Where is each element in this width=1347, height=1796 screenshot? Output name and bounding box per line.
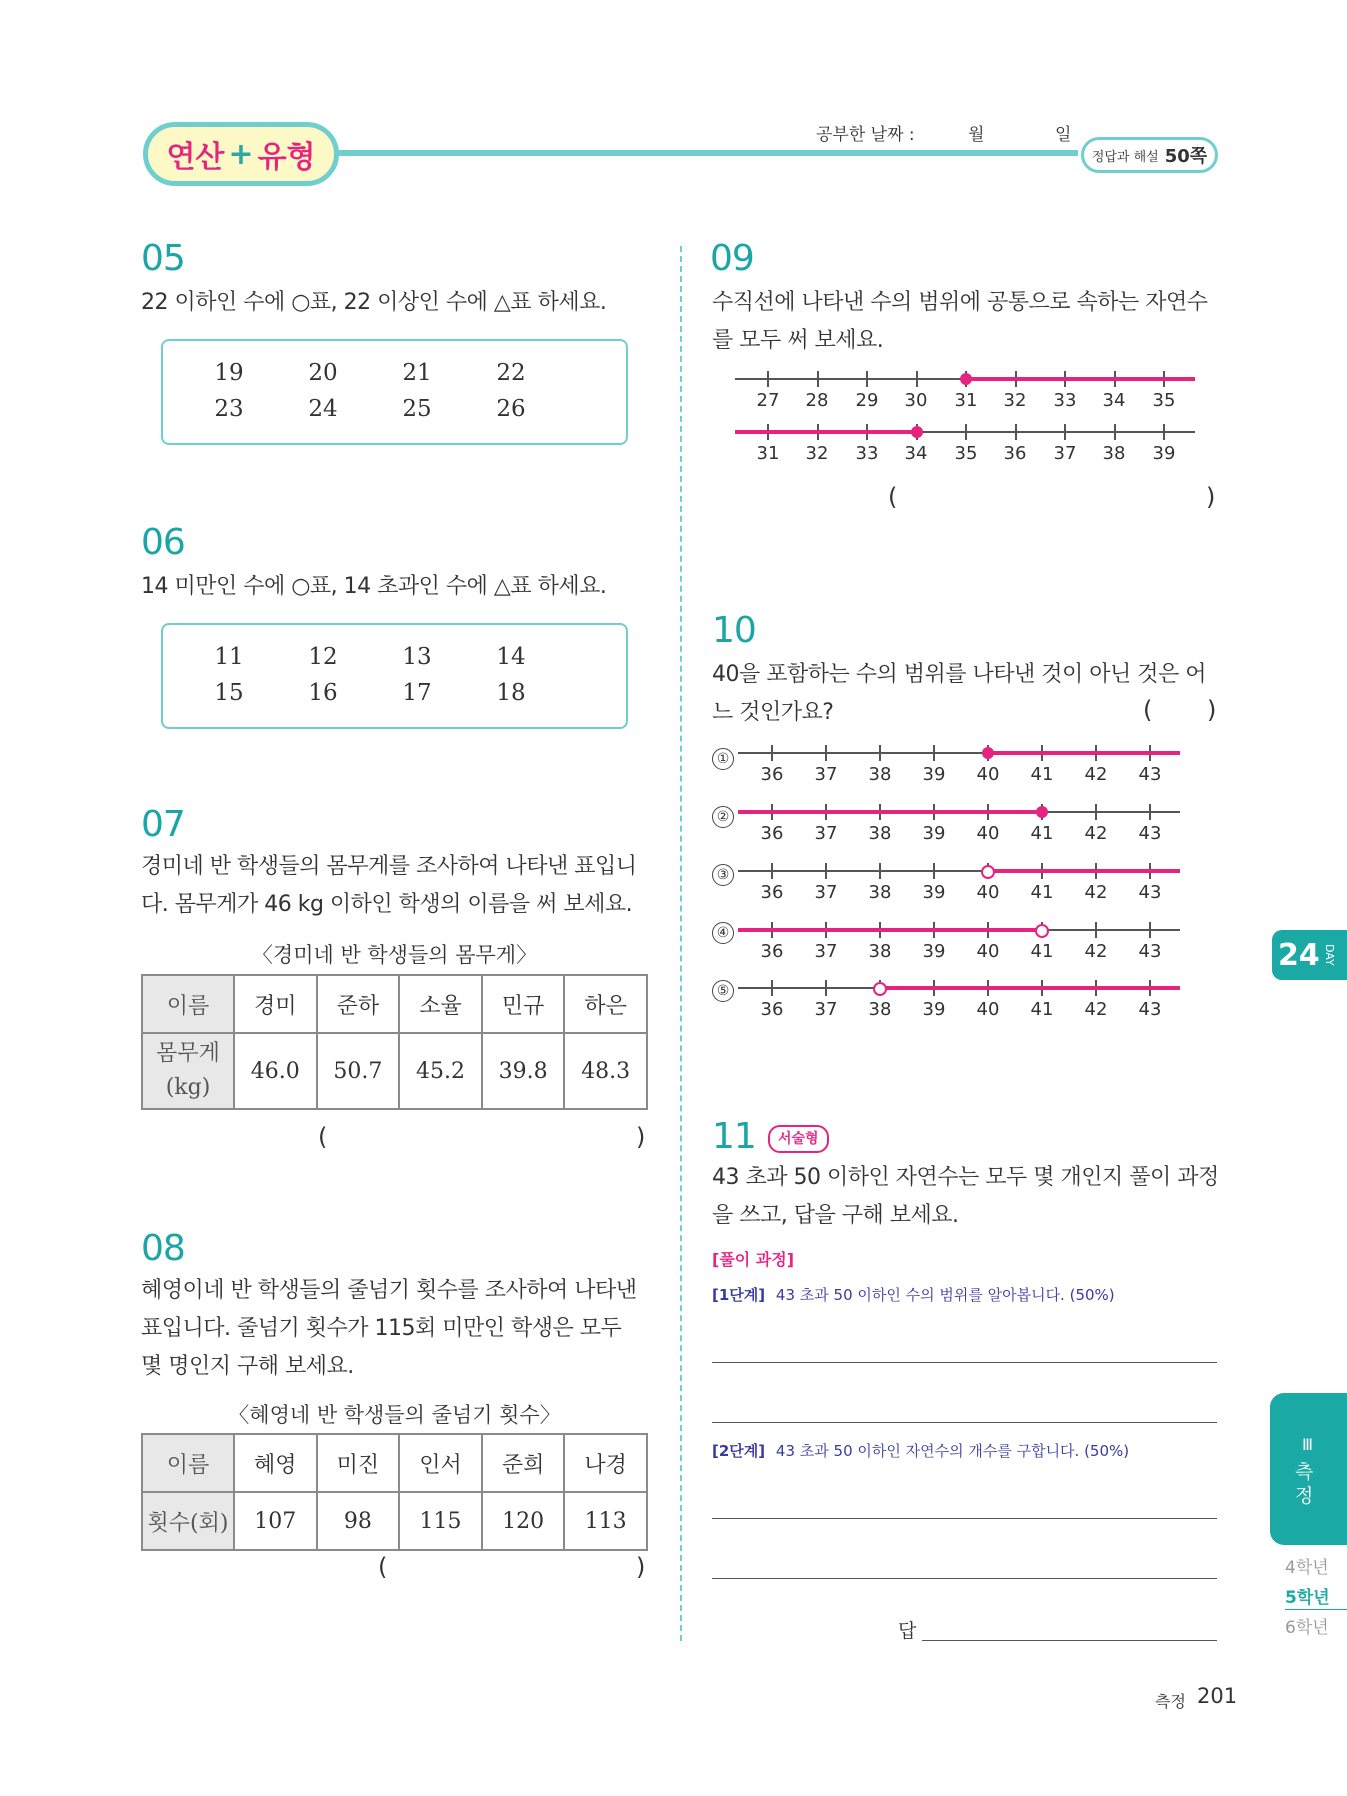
tick-label: 40 [976,941,1000,962]
tick-label: 43 [1138,823,1162,844]
table-row [142,1033,647,1109]
q08-table-caption: 〈혜영네 반 학생들의 줄넘기 횟수〉 [228,1403,561,1427]
q06-text: 14 미만인 수에 ○표, 14 초과인 수에 △표 하세요. [141,574,607,599]
table-cell: 98 [317,1492,400,1550]
tick-label: 39 [922,823,946,844]
tick-label: 38 [868,823,892,844]
number-line-tick [825,745,827,761]
q07-answer-paren-close: ) [636,1123,646,1151]
table-cell: 115 [399,1492,482,1550]
tick-label: 34 [904,443,928,464]
number-item[interactable]: 25 [402,396,432,422]
day-label: 일 [1055,125,1072,145]
tick-label: 29 [855,390,879,411]
q10-text-line1 [712,656,1206,694]
table-cell: 하은 [564,975,647,1033]
table-cell: 인서 [399,1434,482,1492]
writing-line[interactable] [712,1362,1217,1363]
number-item[interactable]: 19 [214,360,244,386]
q10-answer-paren-close: ) [1207,696,1217,724]
badge-plus: + [228,136,254,172]
tick-label: 41 [1030,999,1054,1020]
tick-label: 36 [760,823,784,844]
header-rule [330,150,1078,156]
step1-text: 43 초과 50 이하인 수의 범위를 알아봅니다. (50%) [775,1286,1115,1304]
q05-number: 05 [141,238,185,279]
tick-label: 43 [1138,882,1162,903]
table-row [142,1434,647,1492]
descriptive-tag: 서술형 [768,1125,829,1153]
tick-label: 39 [1152,443,1176,464]
number-line-tick [771,863,773,879]
tick-label: 27 [756,390,780,411]
tick-label: 37 [814,941,838,962]
tick-label: 39 [922,764,946,785]
study-date-label: 공부한 날짜 : [816,125,915,145]
writing-line[interactable] [712,1578,1217,1579]
tick-label: 32 [805,443,829,464]
table-cell: 39.8 [482,1033,565,1109]
number-item[interactable]: 17 [402,680,432,706]
q09-number-line-2 [0,0,1347,1]
number-line-tick [1095,922,1097,938]
number-line-tick [879,863,881,879]
range-highlight [738,810,1041,814]
closed-endpoint [960,373,972,385]
tick-label: 34 [1102,390,1126,411]
number-line-tick [825,863,827,879]
q10-answer-paren-open: ( [1143,696,1153,724]
tick-label: 42 [1084,764,1108,785]
tick-label: 40 [976,999,1000,1020]
number-line-tick [965,424,967,440]
answer-line[interactable] [922,1640,1217,1641]
tick-label: 39 [922,941,946,962]
tick-label: 36 [760,764,784,785]
footer-section: 측정 [1155,1692,1186,1711]
tick-label: 40 [976,764,1000,785]
number-line-tick [767,371,769,387]
grade-4[interactable]: 4학년 [1285,1558,1329,1578]
q09-answer-paren-close: ) [1206,483,1216,511]
option-mark-text: ① [716,751,730,767]
q09-text-line1: 수직선에 나타낸 수의 범위에 공통으로 속하는 자연수 [712,290,1208,315]
tick-label: 37 [814,823,838,844]
tick-label: 39 [922,882,946,903]
number-line-tick [771,980,773,996]
step2-label: [2단계] [712,1442,766,1460]
number-line-tick [825,980,827,996]
row-label-line1: 몸무게 [156,1041,220,1066]
tick-label: 33 [1053,390,1077,411]
tick-label: 35 [954,443,978,464]
tick-label: 36 [760,882,784,903]
q08-text-line2: 표입니다. 줄넘기 횟수가 115회 미만인 학생은 모두 [141,1316,622,1341]
range-highlight [987,869,1180,873]
answer-ref-prefix: 정답과 해설 [1091,149,1159,165]
closed-endpoint [982,747,994,759]
number-item[interactable]: 21 [402,360,432,386]
open-endpoint [873,982,887,996]
tick-label: 36 [1003,443,1027,464]
tick-label: 41 [1030,882,1054,903]
writing-line[interactable] [712,1422,1217,1423]
number-line-tick [916,371,918,387]
q07-weight-table [141,974,648,1110]
table-cell: 미진 [317,1434,400,1492]
tick-label: 38 [868,941,892,962]
q07-text-line1: 경미네 반 학생들의 몸무게를 조사하여 나타낸 표입니 [141,854,637,879]
tick-label: 42 [1084,823,1108,844]
row-label-line2: (kg) [165,1075,211,1100]
section-badge [143,122,339,186]
step1-line [712,1284,1115,1305]
grade-5[interactable]: 5학년 [1285,1588,1330,1608]
option-mark-text: ③ [716,867,730,883]
grade-underline [1285,1609,1347,1610]
day-number: 24 [1278,937,1320,973]
unit-tab[interactable] [1270,1393,1347,1545]
tick-label: 39 [922,999,946,1020]
number-line-tick [879,745,881,761]
tick-label: 30 [904,390,928,411]
number-item[interactable]: 23 [214,396,244,422]
tick-label: 31 [954,390,978,411]
table-row [142,975,647,1033]
q07-answer-paren-open: ( [318,1123,328,1151]
tick-label: 32 [1003,390,1027,411]
table-cell: 준희 [482,1434,565,1492]
number-item[interactable]: 13 [402,644,432,670]
month-label: 월 [968,125,985,145]
number-line-tick [817,371,819,387]
table-cell: 48.3 [564,1033,647,1109]
table-cell: 45.2 [399,1033,482,1109]
table-cell: 소율 [399,975,482,1033]
tick-label: 38 [868,764,892,785]
q06-number-grid [182,644,558,706]
unit-name-1: 측 [1295,1461,1314,1483]
closed-endpoint [1036,806,1048,818]
number-line-tick [866,371,868,387]
number-item[interactable]: 18 [496,680,526,706]
page-number: 201 [1197,1684,1238,1708]
open-endpoint [1035,924,1049,938]
q06-number: 06 [141,522,185,563]
answer-ref-page: 50쪽 [1164,146,1208,167]
column-divider [680,246,682,1641]
number-line-tick [1015,424,1017,440]
tick-label: 28 [805,390,829,411]
table-cell: 50.7 [317,1033,400,1109]
q08-number: 08 [141,1228,185,1269]
option-1-mark[interactable] [712,748,734,770]
q09-answer-paren-open: ( [888,483,898,511]
open-endpoint [981,865,995,879]
q08-jump-rope-table [141,1433,648,1551]
tick-label: 36 [760,999,784,1020]
option-4-mark[interactable] [712,922,734,944]
number-item[interactable]: 24 [308,396,338,422]
answer-reference [1081,137,1218,173]
number-item[interactable]: 20 [308,360,338,386]
tick-label: 41 [1030,823,1054,844]
tick-label: 42 [1084,941,1108,962]
range-highlight [965,377,1195,381]
table-cell: 혜영 [234,1434,317,1492]
day-tab [1272,930,1347,980]
tick-label: 43 [1138,764,1162,785]
q11-text-line2: 을 쓰고, 답을 구해 보세요. [712,1203,959,1228]
number-item[interactable]: 15 [214,680,244,706]
q08-text-line1: 혜영이네 반 학생들의 줄넘기 횟수를 조사하여 나타낸 [141,1278,637,1303]
tick-label: 31 [756,443,780,464]
badge-left-text: 연산 [166,140,225,175]
number-line-tick [933,863,935,879]
closed-endpoint [911,426,923,438]
q07-table-caption: 〈경미네 반 학생들의 몸무게〉 [251,943,538,967]
tick-label: 37 [814,999,838,1020]
q08-answer-paren-close: ) [636,1553,646,1581]
solution-process-label: [풀이 과정] [712,1250,795,1269]
grade-6[interactable]: 6학년 [1285,1618,1329,1638]
q09-number: 09 [710,238,754,279]
step2-line [712,1440,1129,1461]
option-3-mark[interactable] [712,864,734,886]
q11-number: 11 [712,1116,756,1157]
number-line-tick [1149,922,1151,938]
q08-text-line3: 몇 명인지 구해 보세요. [141,1354,354,1379]
table-cell: 113 [564,1492,647,1550]
q11-text-line1: 43 초과 50 이하인 자연수는 모두 몇 개인지 풀이 과정 [712,1165,1219,1190]
tick-label: 38 [868,882,892,903]
table-cell: 120 [482,1492,565,1550]
q05-text: 22 이하인 수에 ○표, 22 이상인 수에 △표 하세요. [141,290,607,315]
tick-label: 33 [855,443,879,464]
tick-label: 40 [976,823,1000,844]
range-highlight [879,986,1180,990]
number-line-tick [933,745,935,761]
table-cell: 준하 [317,975,400,1033]
q05-number-grid [182,360,558,422]
table-cell: 46.0 [234,1033,317,1109]
number-line-tick [771,745,773,761]
q07-number: 07 [141,804,185,845]
range-highlight [987,751,1180,755]
option-mark-text: ④ [716,925,730,941]
number-line-tick [1095,804,1097,820]
writing-line[interactable] [712,1518,1217,1519]
tick-label: 40 [976,882,1000,903]
tick-label: 42 [1084,882,1108,903]
unit-name-2: 정 [1295,1485,1314,1507]
table-row [142,1492,647,1550]
option-mark-text: ⑤ [716,983,730,999]
option-mark-text: ② [716,809,730,825]
step2-text: 43 초과 50 이하인 자연수의 개수를 구합니다. (50%) [775,1442,1130,1460]
tick-label: 41 [1030,764,1054,785]
tick-label: 37 [1053,443,1077,464]
table-header-cell: 횟수(회) [142,1492,234,1550]
unit-roman: Ⅲ [1298,1435,1317,1454]
q05-number-box [161,339,628,445]
q07-text-line2: 다. 몸무게가 46 kg 이하인 학생의 이름을 써 보세요. [141,892,633,917]
tick-label: 37 [814,764,838,785]
table-cell: 나경 [564,1434,647,1492]
answer-label: 답 [898,1620,917,1642]
number-item[interactable]: 12 [308,644,338,670]
table-cell: 민규 [482,975,565,1033]
q10-text: 40을 포함하는 수의 범위를 나타낸 것이 아닌 것은 어 [712,662,1206,687]
tick-label: 35 [1152,390,1176,411]
q06-number-box [161,623,628,729]
day-word: DAY [1322,944,1336,966]
q10-text-line2: 느 것인가요? [712,700,834,725]
tick-label: 41 [1030,941,1054,962]
number-item[interactable]: 14 [496,644,526,670]
tick-label: 43 [1138,941,1162,962]
tick-label: 38 [868,999,892,1020]
badge-right-text: 유형 [257,140,316,175]
table-header-cell [142,1033,234,1109]
table-header-cell: 이름 [142,1434,234,1492]
number-line-tick [1149,804,1151,820]
tick-label: 38 [1102,443,1126,464]
number-item[interactable]: 22 [496,360,526,386]
number-line-tick [1114,424,1116,440]
number-item[interactable]: 16 [308,680,338,706]
number-item[interactable]: 11 [214,644,244,670]
q09-text-line2: 를 모두 써 보세요. [712,328,884,353]
number-line-tick [1064,424,1066,440]
q08-answer-paren-open: ( [378,1553,388,1581]
number-item[interactable]: 26 [496,396,526,422]
step1-label: [1단계] [712,1286,766,1304]
range-highlight [738,928,1041,932]
range-highlight [735,430,916,434]
tick-label: 42 [1084,999,1108,1020]
number-line-tick [1163,424,1165,440]
option-5-mark[interactable] [712,980,734,1002]
tick-label: 37 [814,882,838,903]
table-cell: 107 [234,1492,317,1550]
table-header-cell: 이름 [142,975,234,1033]
tick-label: 43 [1138,999,1162,1020]
q10-number: 10 [712,610,756,651]
tick-label: 36 [760,941,784,962]
table-cell: 경미 [234,975,317,1033]
option-2-mark[interactable] [712,806,734,828]
